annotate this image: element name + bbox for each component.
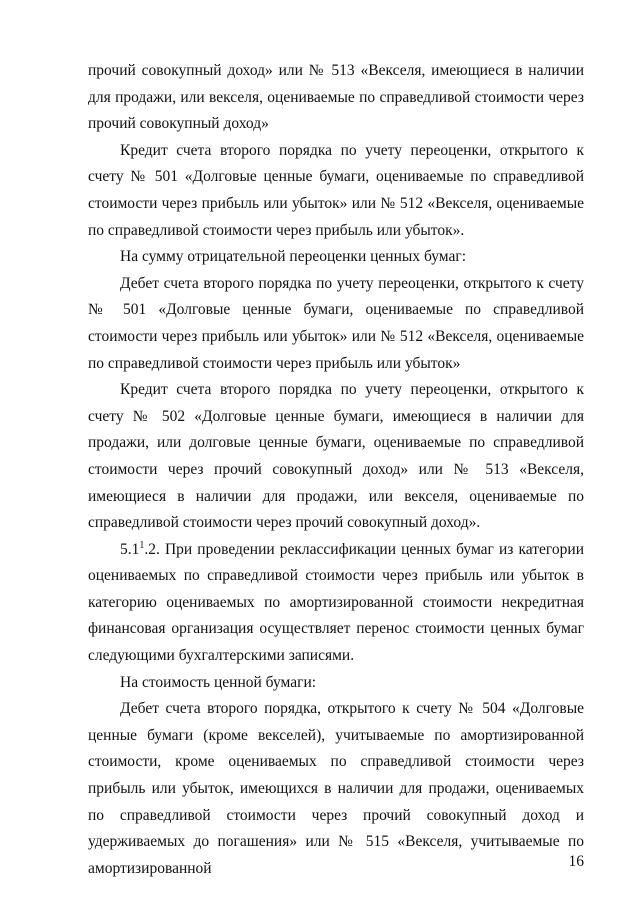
paragraph-2: Кредит счета второго порядка по учету переоценки, открытого к счету № 501 «Долговые ценные бумаги, оцениваемые по справедливой стоимости через прибыль или убыток» или № 512 «Векселя, оцениваемые по справедливой стоимости через прибыль или убыток». bbox=[88, 141, 584, 239]
paragraph-3: На сумму отрицательной переоценки ценных бумаг: bbox=[120, 248, 467, 266]
paragraph-7: На стоимость ценной бумаги: bbox=[120, 673, 317, 691]
section-number-suffix: .2. bbox=[144, 540, 160, 558]
paragraph-8: Дебет счета второго порядка, открытого к счету № 504 «Долговые ценные бумаги (кроме векселей), учитываемые по амортизированной стоимости, кроме оцениваемых по справедливой стоимости через прибыль или убыток, имеющихся в наличии для продажи, оцениваемых по справедливой стоимости через прочий совокупный доход и удерживаемых до погашения» или № 515 «Векселя, учитываемые по амортизированной bbox=[88, 700, 584, 877]
paragraph-6 bbox=[88, 537, 584, 670]
document-body bbox=[88, 58, 584, 882]
paragraph-5: Кредит счета второго порядка по учету переоценки, открытого к счету № 502 «Долговые ценные бумаги, имеющиеся в наличии для продажи, или долговые ценные бумаги, оцениваемые по справедливой стоимости через прочий совокупный доход» или № 513 «Векселя, имеющиеся в наличии для продажи, или векселя, оцениваемые по справедливой стоимости через прочий совокупный доход». bbox=[88, 381, 584, 532]
paragraph-6-text: При проведении реклассификации ценных бумаг из категории оцениваемых по справедливой стоимости через прибыль или убыток в категорию оцениваемых по амортизированной стоимости некредитная финансовая организация осуществляет перенос стоимости ценных бумаг следующими бухгалтерскими записями. bbox=[88, 540, 584, 665]
section-number-superscript: 1 bbox=[139, 539, 145, 551]
page-number: 16 bbox=[568, 853, 584, 870]
paragraph-4: Дебет счета второго порядка по учету переоценки, открытого к счету № 501 «Долговые ценные бумаги, оцениваемые по справедливой стоимости через прибыль или убыток» или № 512 «Векселя, оцениваемые по справедливой стоимости через прибыль или убыток» bbox=[88, 274, 584, 372]
paragraph-1: прочий совокупный доход» или № 513 «Векселя, имеющиеся в наличии для продажи, или векселя, оцениваемые по справедливой стоимости через прочий совокупный доход» bbox=[88, 62, 584, 133]
section-number-prefix: 5.1 bbox=[120, 540, 140, 558]
